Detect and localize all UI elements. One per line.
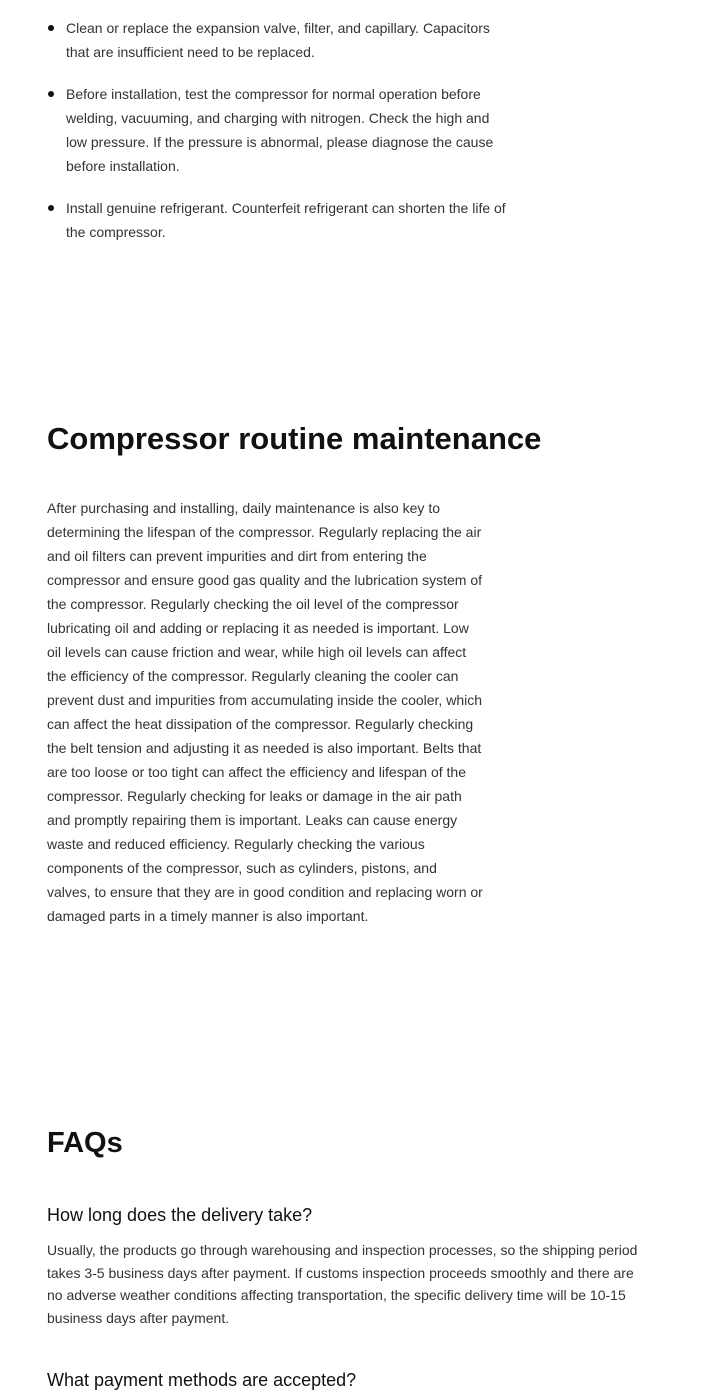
list-item [47, 16, 507, 64]
list-item-text: Before installation, test the compressor for normal operation before welding, vacuuming, and charging with nitrogen. Check the high and low pressure. If the pressure is abnormal, please diagnose the cause before installation. [66, 86, 494, 174]
list-item [47, 196, 507, 244]
section-title: Compressor routine maintenance [47, 421, 542, 456]
bullet-icon [48, 25, 54, 31]
faq-question-payment: What payment methods are accepted? [47, 1370, 357, 1390]
installation-tips-list [47, 16, 507, 244]
list-item [47, 82, 507, 178]
faq-answer-delivery: Usually, the products go through warehousing and inspection processes, so the shipping period takes 3-5 business days after payment. If customs inspection proceeds smoothly and there are no adverse weather conditions affecting transportation, the specific delivery time will be 10-15 business days after payment. [47, 1242, 638, 1326]
bullet-icon [48, 91, 54, 97]
bullet-icon [48, 205, 54, 211]
list-item-text: Clean or replace the expansion valve, filter, and capillary. Capacitors that are insufficient need to be replaced. [66, 20, 490, 60]
list-item-text: Install genuine refrigerant. Counterfeit refrigerant can shorten the life of the compressor. [66, 200, 506, 240]
section-body: After purchasing and installing, daily maintenance is also key to determining the lifespan of the compressor. Regularly replacing the air and oil filters can prevent impurities and dirt from entering the compressor and ensure good gas quality and the lubrication system of the compressor. Regularly checking the oil level of the compressor lubricating oil and adding or replacing it as needed is important. Low oil levels can cause friction and wear, while high oil levels can affect the efficiency of the compressor. Regularly cleaning the cooler can prevent dust and impurities from accumulating inside the cooler, which can affect the heat dissipation of the compressor. Regularly checking the belt tension and adjusting it as needed is also important. Belts that are too loose or too tight can affect the efficiency and lifespan of the compressor. Regularly checking for leaks or damage in the air path and promptly repairing them is important. Leaks can cause energy waste and reduced efficiency. Regularly checking the various components of the compressor, such as cylinders, pistons, and valves, to ensure that they are in good condition and replacing worn or damaged parts in a timely manner is also important. [47, 500, 483, 924]
faq-question-delivery: How long does the delivery take? [47, 1205, 313, 1225]
faq-title: FAQs [47, 1127, 123, 1159]
